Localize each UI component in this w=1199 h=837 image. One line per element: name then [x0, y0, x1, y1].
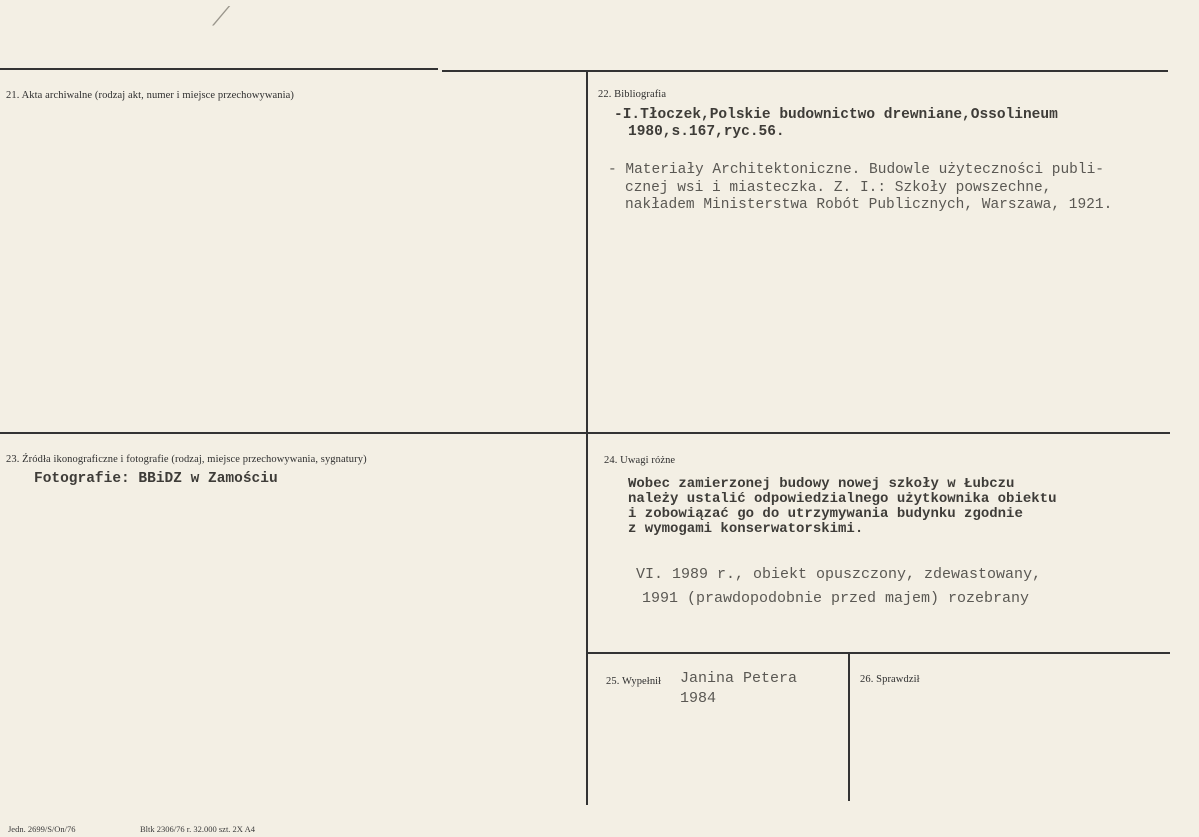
remarks-note-line-4: z wymogami konserwatorskimi. — [628, 521, 864, 537]
remarks-status-line-1: VI. 1989 r., obiekt opuszczony, zdewastowany, — [636, 566, 1042, 583]
filled-by-name: Janina Petera — [680, 670, 798, 687]
bibliography-entry-1-line-2: 1980,s.167,ryc.56. — [628, 124, 785, 140]
bibliography-entry-2-line-1: - Materiały Architektoniczne. Budowle użyteczności publi- — [608, 162, 1104, 178]
scratch-mark: ⟋ — [212, 2, 231, 32]
filled-by-year: 1984 — [680, 690, 717, 707]
middle-rule — [0, 432, 1170, 434]
remarks-label: 24. Uwagi różne — [604, 455, 676, 466]
bibliography-label: 22. Bibliografia — [598, 89, 667, 100]
remarks-status-line-2: 1991 (prawdopodobnie przed majem) rozebrany — [642, 590, 1030, 607]
bibliography-entry-2-line-2: cznej wsi i miasteczka. Z. I.: Szkoły powszechne, — [625, 180, 1052, 196]
signature-rule — [588, 652, 1170, 654]
vertical-divider-signature — [848, 653, 850, 801]
bibliography-entry-1-line-1: -I.Tłoczek,Polskie budownictwo drewniane,Ossolineum — [614, 107, 1058, 123]
top-rule-left — [0, 68, 438, 70]
top-rule-right — [442, 70, 1168, 72]
vertical-divider-main — [586, 70, 588, 805]
archival-records-label: 21. Akta archiwalne (rodzaj akt, numer i miejsce przechowywania) — [6, 90, 295, 101]
footer-print-info-left: Jedn. 2699/S/On/76 — [8, 824, 76, 834]
iconographic-sources-label: 23. Źródła ikonograficzne i fotografie (rodzaj, miejsce przechowywania, sygnatury) — [6, 454, 367, 465]
footer-print-info-right: Bltk 2306/76 r. 32.000 szt. 2X A4 — [140, 824, 255, 834]
filled-by-label: 25. Wypełnił — [606, 676, 662, 687]
remarks-note-line-3: i zobowiązać go do utrzymywania budynku zgodnie — [628, 506, 1023, 522]
bibliography-entry-2-line-3: nakładem Ministerstwa Robót Publicznych, Warszawa, 1921. — [625, 197, 1113, 213]
remarks-note-line-1: Wobec zamierzonej budowy nowej szkoły w Łubczu — [628, 476, 1015, 492]
remarks-note-line-2: należy ustalić odpowiedzialnego użytkownika obiektu — [628, 491, 1057, 507]
iconographic-sources-value: Fotografie: BBiDZ w Zamościu — [34, 471, 278, 487]
checked-by-label: 26. Sprawdził — [860, 674, 920, 685]
